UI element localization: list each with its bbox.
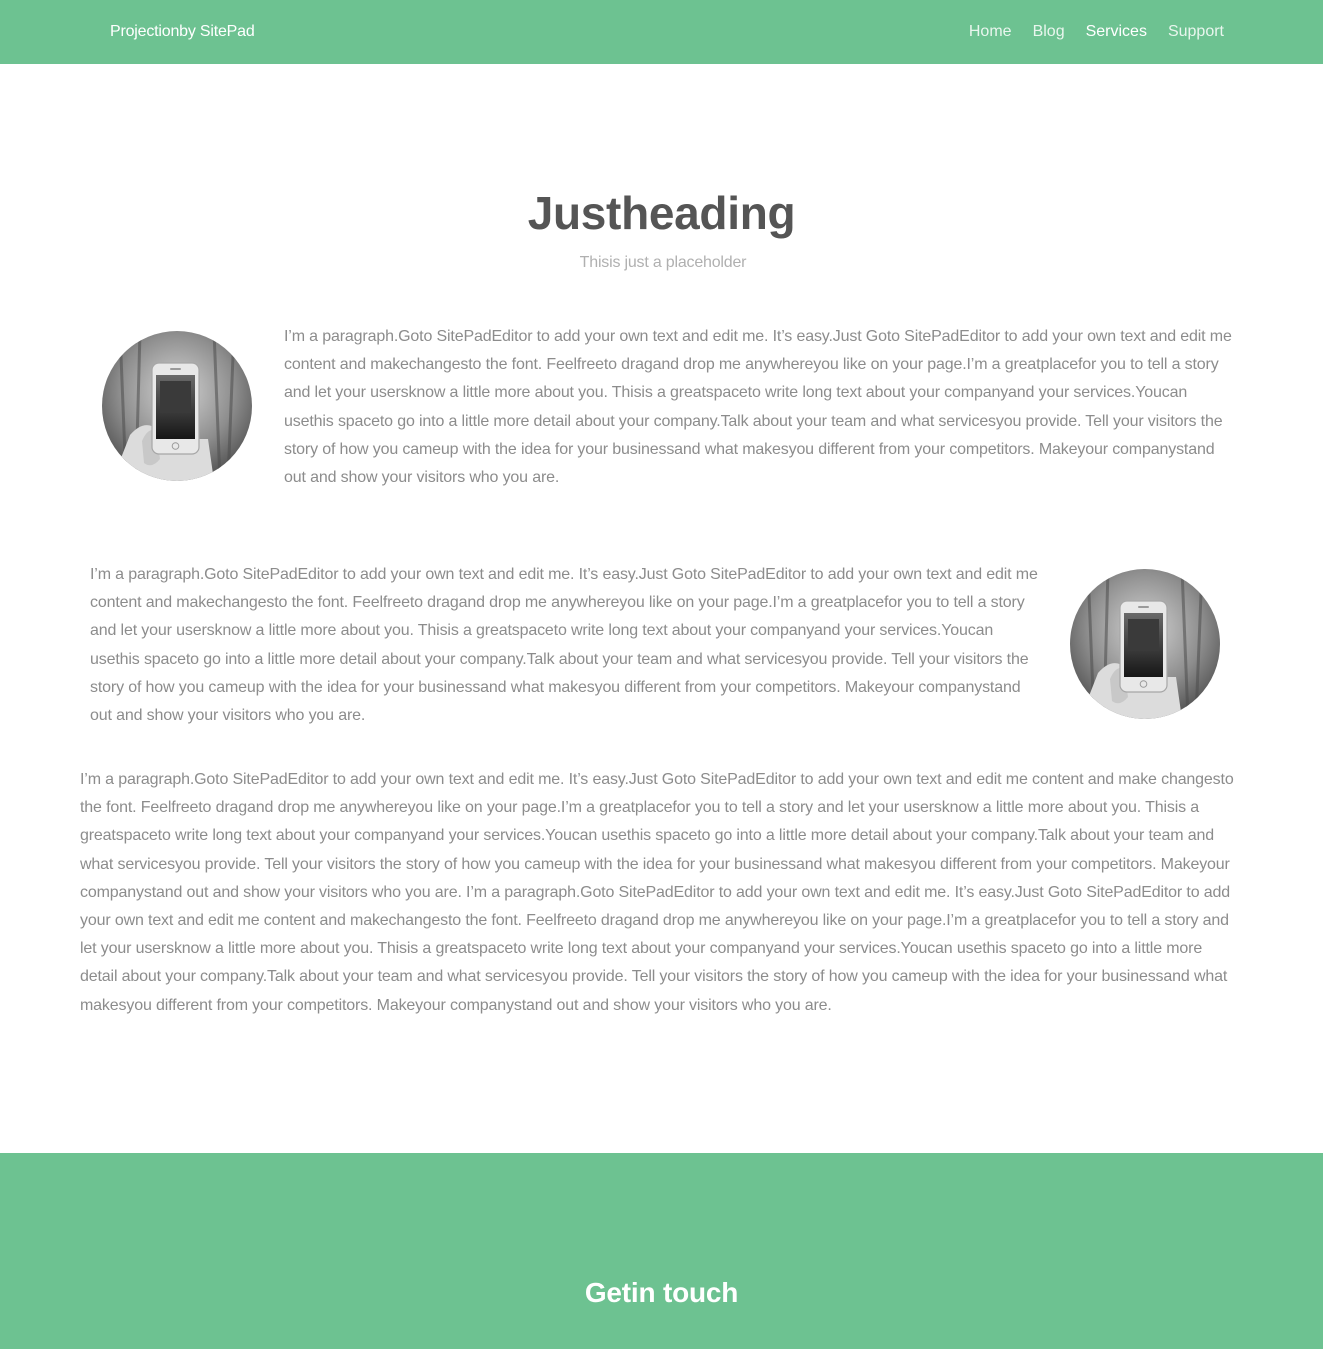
nav-home[interactable]: Home	[968, 23, 1012, 40]
phone-photo-image	[102, 331, 252, 481]
page-heading: Justheading	[527, 187, 796, 239]
nav-support[interactable]: Support	[1167, 23, 1224, 40]
nav-blog[interactable]: Blog	[1032, 23, 1065, 40]
paragraph-3: I’m a paragraph.Goto SitePadEditor to add your own text and edit me. It’s easy.Just Goto SitePadEditor to add your own text and edit me content and make changesto the font. Feelfreeto dragand drop me anywhereyou like on your page.I’m a greatplacefor you to tell a story and let your usersknow a little more about you. Thisis a greatspaceto write long text about your companyand your services.Youcan usethis spaceto go into a little more detail about your company.Talk about your team and what servicesyou provide. Tell your visitors the story of how you cameup with the idea for your businessand what makesyou different from your competitors. Makeyour companystand out and show your visitors who you are. I’m a paragraph.Goto SitePadEditor to add your own text and edit me. It’s easy.Just Goto SitePadEditor to add your own text and edit me content and makechangesto the font. Feelfreeto dragand drop me anywhereyou like on your page.I’m a greatplacefor you to tell a story and let your usersknow a little more about you. Thisis a greatspaceto write long text about your companyand your services.Youcan usethis spaceto go into a little more detail about your company.Talk about your team and what servicesyou provide. Tell your visitors the story of how you cameup with the idea for your businessand what makesyou different from your competitors. Makeyour companystand out and show your visitors who you are.	[80, 771, 1234, 1014]
nav-services[interactable]: Services	[1085, 23, 1147, 40]
main-nav	[948, 23, 1224, 41]
brand-link[interactable]: Projectionby SitePad	[110, 23, 255, 40]
paragraph-1: I’m a paragraph.Goto SitePadEditor to add your own text and edit me. It’s easy.Just Goto SitePadEditor to add your own text and edit me content and makechangesto the font. Feelfreeto dragand drop me anywhereyou like on your page.I’m a greatplacefor you to tell a story and let your usersknow a little more about you. Thisis a greatspaceto write long text about your companyand your services.Youcan usethis spaceto go into a little more detail about your company.Talk about your team and what servicesyou provide. Tell your visitors the story of how you cameup with the idea for your businessand what makesyou different from your competitors. Makeyour companystand out and show your visitors who you are.	[284, 328, 1232, 487]
top-navbar	[0, 0, 1323, 64]
phone-photo-image	[1070, 569, 1220, 719]
contact-title: Getin touch	[584, 1277, 739, 1308]
contact-section	[0, 1153, 1323, 1349]
paragraph-2: I’m a paragraph.Goto SitePadEditor to add your own text and edit me. It’s easy.Just Goto SitePadEditor to add your own text and edit me content and makechangesto the font. Feelfreeto dragand drop me anywhereyou like on your page.I’m a greatplacefor you to tell a story and let your usersknow a little more about you. Thisis a greatspaceto write long text about your companyand your services.Youcan usethis spaceto go into a little more detail about your company.Talk about your team and what servicesyou provide. Tell your visitors the story of how you cameup with the idea for your businessand what makesyou different from your competitors. Makeyour companystand out and show your visitors who you are.	[90, 566, 1038, 725]
page-subheading: Thisis just a placeholder	[579, 254, 747, 271]
